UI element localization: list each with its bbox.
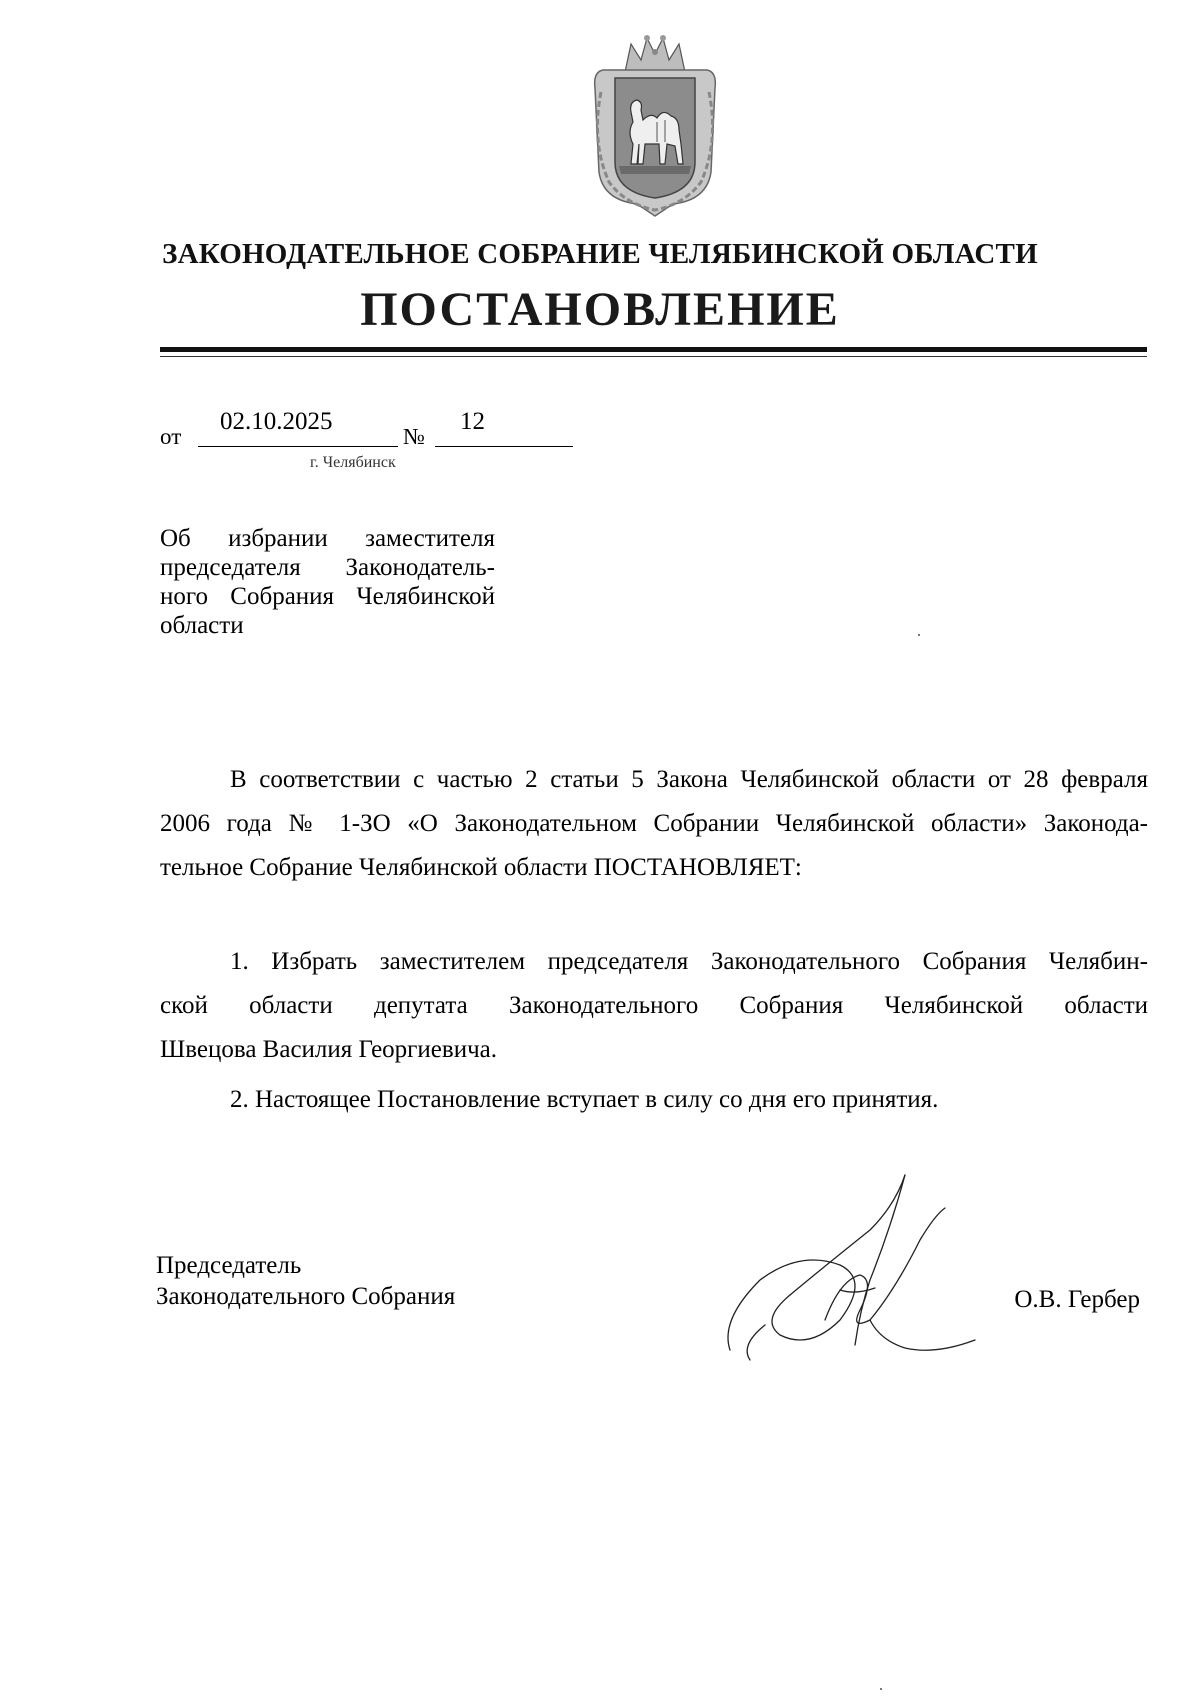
- item-line: 2. Настоящее Постановление вступает в силу со дня его принятия.: [230, 1086, 939, 1113]
- preamble-line: тельное Собрание Челябинской области ПОСТАНОВЛЯЕТ:: [160, 854, 802, 881]
- signatory-name: О.В. Гербер: [1014, 1286, 1140, 1313]
- city-label: г. Челябинск: [310, 454, 396, 471]
- preamble-line: 2006 года № 1-ЗО «О Законодательном Собрании Челябинской области» Законода-: [160, 810, 1148, 837]
- handwritten-signature: [720, 1170, 980, 1370]
- header-divider-thin: [160, 356, 1147, 357]
- preamble-paragraph: [160, 758, 1148, 890]
- position-line: Председатель: [156, 1252, 302, 1279]
- scan-speck: [880, 1688, 882, 1690]
- subject-line: Об избрании заместителя: [160, 525, 495, 552]
- item-line: ской области депутата Законодательного Собрания Челябинской области: [160, 992, 1148, 1019]
- item-line: 1. Избрать заместителем председателя Законодательного Собрания Челябин-: [230, 948, 1148, 975]
- resolution-item-2: [160, 1078, 1148, 1122]
- document-subject: [160, 524, 495, 640]
- subject-line: ного Собрания Челябинской: [160, 583, 495, 610]
- chelyabinsk-coat-of-arms-icon: [585, 32, 725, 220]
- date-underline: [198, 446, 398, 447]
- scan-speck: [918, 634, 920, 636]
- position-line: Законодательного Собрания: [156, 1283, 456, 1310]
- organization-title: ЗАКОНОДАТЕЛЬНОЕ СОБРАНИЕ ЧЕЛЯБИНСКОЙ ОБЛАСТИ: [162, 238, 1038, 270]
- item-line: Швецова Василия Георгиевича.: [160, 1036, 497, 1063]
- document-type-title: ПОСТАНОВЛЕНИЕ: [360, 283, 840, 336]
- date-from-label: от: [160, 424, 182, 449]
- subject-line: председателя Законодатель-: [160, 554, 495, 581]
- number-underline: [435, 446, 573, 447]
- subject-line: области: [160, 612, 244, 639]
- resolution-item-1: [160, 940, 1148, 1072]
- signatory-position: [156, 1250, 455, 1312]
- document-number: 12: [460, 408, 485, 435]
- header-divider: [160, 347, 1147, 352]
- document-date: 02.10.2025: [220, 408, 333, 435]
- preamble-line: В соответствии с частью 2 статьи 5 Закона Челябинской области от 28 февраля: [230, 766, 1148, 793]
- number-label: №: [403, 424, 425, 449]
